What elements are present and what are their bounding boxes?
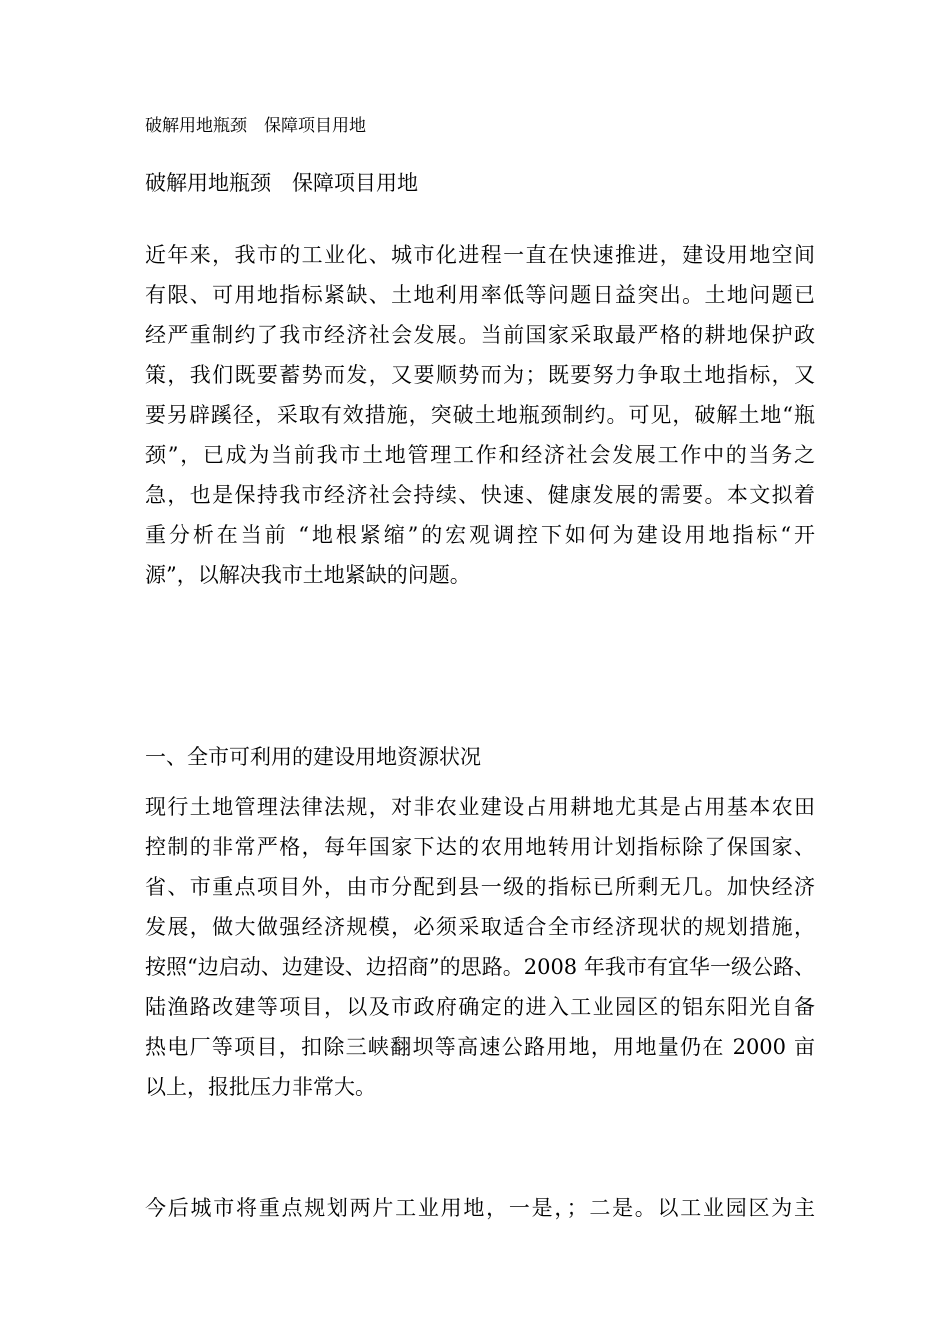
paragraph-line: 现行土地管理法律法规，对非农业建设占用耕地尤其是占用基本农田 xyxy=(145,795,815,819)
section-heading-1 xyxy=(145,737,815,777)
paragraph-line: 发展，做大做强经济规模，必须采取适合全市经济现状的规划措施， xyxy=(145,915,815,939)
paragraph-line: 有限、可用地指标紧缺、土地利用率低等问题日益突出。土地问题已 xyxy=(145,283,815,307)
paragraph-industrial-land xyxy=(145,1188,815,1228)
paragraph-line: 热电厂等项目，扣除三峡翻坝等高速公路用地，用地量仍在 2000 亩 xyxy=(145,1035,815,1059)
paragraph-line: 以上，报批压力非常大。 xyxy=(145,1075,376,1099)
section-heading-text: 一、全市可利用的建设用地资源状况 xyxy=(145,745,481,769)
paragraph-line: 急，也是保持我市经济社会持续、快速、健康发展的需要。本文拟着 xyxy=(145,483,815,507)
paragraph-line: 陆渔路改建等项目，以及市政府确定的进入工业园区的铝东阳光自备 xyxy=(145,995,815,1019)
document-title: 破解用地瓶颈 保障项目用地 xyxy=(145,171,418,195)
paragraph-line: 省、市重点项目外，由市分配到县一级的指标已所剩无几。加快经济 xyxy=(145,875,815,899)
paragraph-line: 源”，以解决我市土地紧缺的问题。 xyxy=(145,563,471,587)
paragraph-line: 按照“边启动、边建设、边招商”的思路。2008 年我市有宜华一级公路、 xyxy=(145,955,815,979)
paragraph-line: 今后城市将重点规划两片工业用地，一是，；二是。以工业园区为主 xyxy=(145,1196,815,1220)
paragraph-line: 近年来，我市的工业化、城市化进程一直在快速推进，建设用地空间 xyxy=(145,243,815,267)
paragraph-land-resources xyxy=(145,787,815,1107)
paragraph-line: 要另辟蹊径，采取有效措施，突破土地瓶颈制约。可见，破解土地“瓶 xyxy=(145,403,815,427)
paragraph-intro xyxy=(145,235,815,595)
paragraph-line: 经严重制约了我市经济社会发展。当前国家采取最严格的耕地保护政 xyxy=(145,323,815,347)
paragraph-line: 控制的非常严格，每年国家下达的农用地转用计划指标除了保国家、 xyxy=(145,835,815,859)
paragraph-line: 策，我们既要蓄势而发，又要顺势而为；既要努力争取土地指标，又 xyxy=(145,363,815,387)
paragraph-line: 颈”，已成为当前我市土地管理工作和经济社会发展工作中的当务之 xyxy=(145,443,815,467)
paragraph-line: 重分析在当前 “地根紧缩”的宏观调控下如何为建设用地指标“开 xyxy=(145,523,815,547)
header-title: 破解用地瓶颈 保障项目用地 xyxy=(145,116,366,136)
